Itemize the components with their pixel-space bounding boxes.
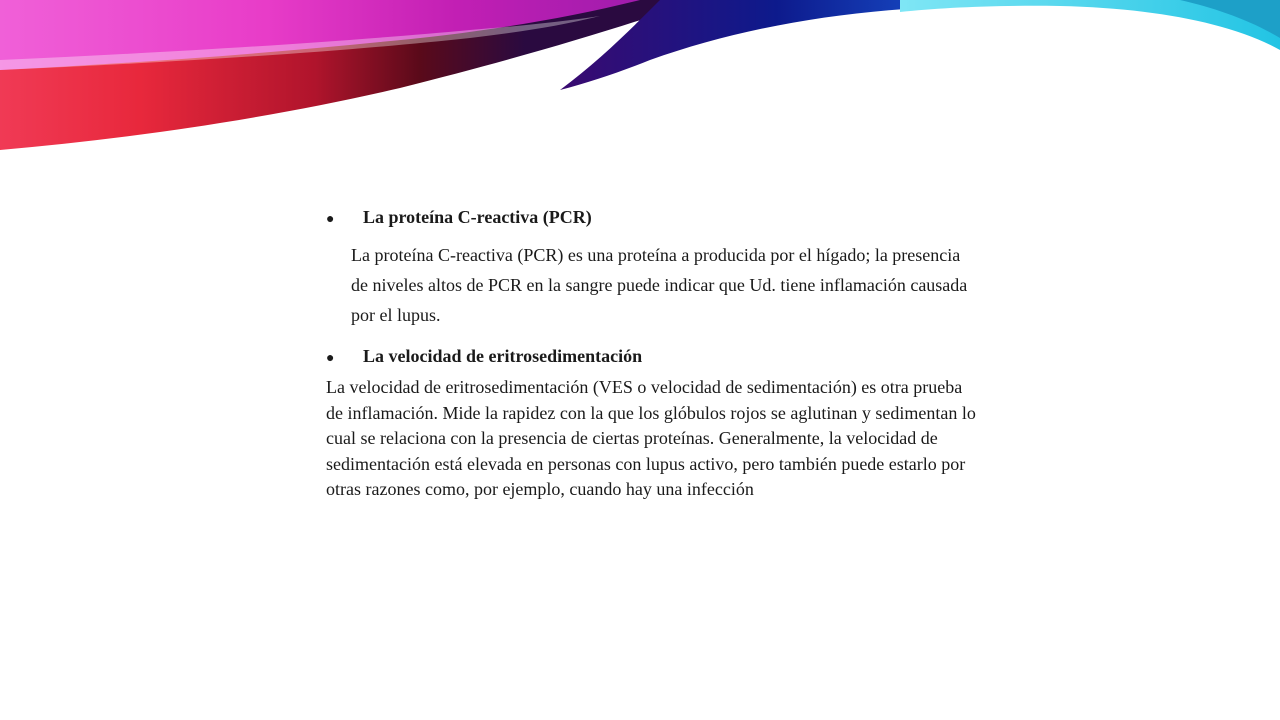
slide-content (326, 203, 986, 503)
paragraph-pcr: La proteína C-reactiva (PCR) es una proteína a producida por el hígado; la presencia de niveles altos de PCR en la sangre puede indicar que Ud. tiene inflamación causada por el lupus. (351, 245, 968, 325)
bullet-marker: ● (326, 351, 335, 366)
decorative-wave-banner (0, 0, 1280, 170)
heading-ves: La velocidad de eritrosedimentación (363, 346, 643, 366)
paragraph-ves: La velocidad de eritrosedimentación (VES o velocidad de sedimentación) es otra prueba de inflamación. Mide la rapidez con la que los glóbulos rojos se aglutinan y sedimentan lo cual se relaciona con la presencia de ciertas proteínas. Generalmente, la velocidad de sedimentación está elevada en personas con lupus activo, pero también puede estarlo por otras razones como, por ejemplo, cuando hay una infección (326, 377, 976, 499)
bullet-marker: ● (326, 212, 335, 227)
heading-pcr: La proteína C-reactiva (PCR) (363, 207, 592, 227)
bullet-heading-ves (326, 342, 986, 373)
bullet-heading-pcr (326, 203, 986, 234)
